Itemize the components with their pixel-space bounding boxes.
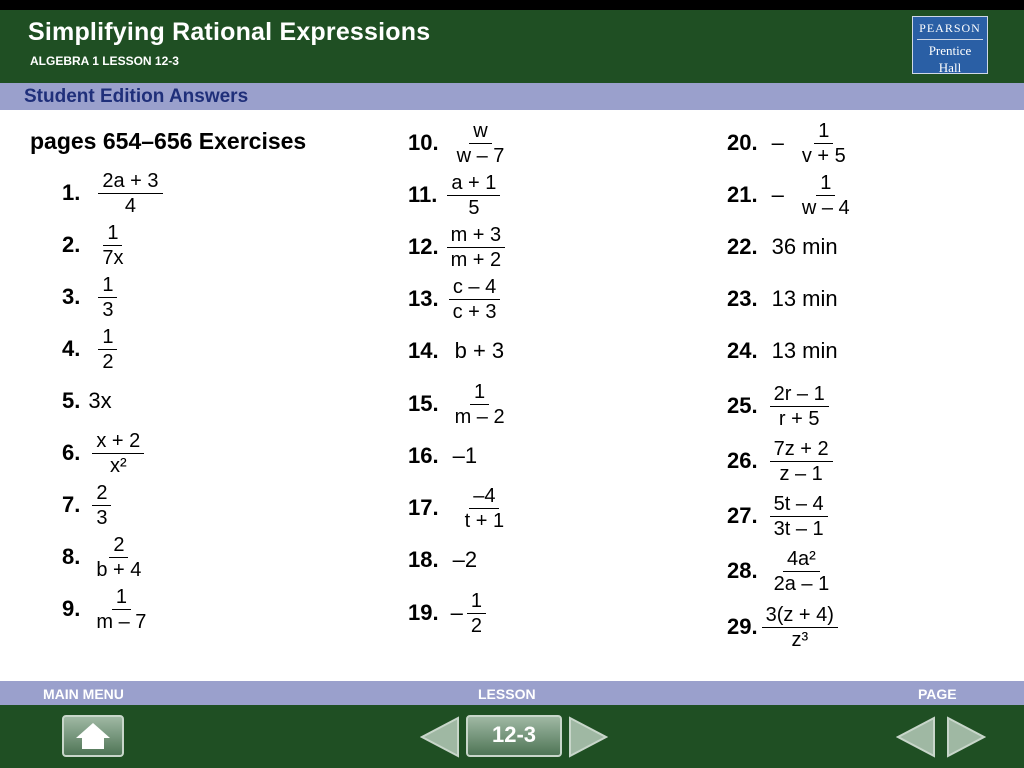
answer-number: 19.: [408, 600, 439, 625]
answer-1: [62, 169, 163, 217]
numerator: 1: [112, 585, 131, 610]
section-strip: [0, 83, 1024, 110]
exercises-heading: pages 654–656 Exercises: [30, 128, 307, 154]
denominator: w – 7: [456, 144, 505, 167]
answer-number: 21.: [727, 182, 758, 207]
answer-10: [408, 119, 508, 167]
answer-14: [408, 331, 504, 371]
answer-number: 2.: [62, 232, 81, 257]
numerator: 1: [816, 171, 835, 196]
numerator: 1: [98, 325, 117, 350]
denominator: 2a – 1: [773, 572, 830, 595]
answer-number: 7.: [62, 492, 81, 517]
left-arrow-icon: [898, 718, 934, 756]
right-arrow-icon: [570, 718, 606, 756]
numerator: 1: [467, 589, 486, 614]
answer-number: 23.: [727, 286, 758, 311]
denominator: 5: [468, 196, 480, 219]
answer-11: [408, 171, 500, 219]
answer-number: 17.: [408, 495, 439, 520]
answer-2: [62, 221, 127, 269]
numerator: 2r – 1: [770, 382, 829, 407]
denominator: m – 7: [96, 610, 147, 633]
fraction: [770, 382, 829, 431]
numerator: 4a²: [783, 547, 820, 572]
answer-number: 24.: [727, 338, 758, 363]
answer-number: 6.: [62, 440, 81, 465]
answer-8: [62, 533, 145, 581]
answer-29: [727, 603, 838, 651]
answer-value: –1: [452, 443, 478, 468]
fraction: [798, 171, 854, 220]
fraction: [447, 171, 500, 220]
left-arrow-icon: [422, 718, 458, 756]
logo-hall: Hall: [938, 60, 962, 75]
answer-25: [727, 382, 829, 430]
answer-value: 36 min: [771, 234, 838, 259]
minus-sign: –: [450, 600, 463, 625]
lesson-next-button[interactable]: [568, 716, 608, 758]
numerator: x + 2: [92, 429, 144, 454]
answer-number: 25.: [727, 393, 758, 418]
answer-value: 3x: [88, 388, 112, 413]
answer-value: 13 min: [771, 286, 838, 311]
answer-number: 1.: [62, 180, 81, 205]
denominator: 2: [470, 614, 482, 637]
answer-number: 26.: [727, 448, 758, 473]
page-next-button[interactable]: [946, 716, 986, 758]
fraction: [98, 325, 117, 374]
fraction: [92, 481, 111, 530]
answer-number: 5.: [62, 388, 81, 413]
page-title: Simplifying Rational Expressions: [28, 18, 431, 46]
main-menu-button[interactable]: [62, 715, 124, 757]
denominator: z³: [791, 628, 809, 651]
logo-prentice: Prentice: [928, 43, 972, 58]
logo-pearson: PEARSON: [917, 21, 983, 40]
numerator: 2a + 3: [98, 169, 162, 194]
denominator: r + 5: [778, 407, 820, 430]
fraction: [770, 547, 834, 596]
answer-number: 18.: [408, 547, 439, 572]
fraction: [447, 223, 506, 272]
denominator: 3t – 1: [773, 517, 824, 540]
denominator: b + 4: [96, 558, 142, 581]
numerator: c – 4: [449, 275, 500, 300]
answer-number: 3.: [62, 284, 81, 309]
numerator: 2: [92, 481, 111, 506]
fraction: [461, 484, 508, 533]
numerator: w: [469, 119, 491, 144]
answer-number: 22.: [727, 234, 758, 259]
answer-5: [62, 381, 112, 421]
fraction: [798, 119, 850, 168]
answer-number: 11.: [408, 182, 438, 207]
answer-22: [727, 227, 838, 267]
denominator: m – 2: [454, 405, 505, 428]
answer-value: b + 3: [454, 338, 505, 363]
answer-number: 4.: [62, 336, 81, 361]
answer-12: [408, 223, 505, 271]
denominator: 2: [102, 350, 114, 373]
fraction: [770, 437, 833, 486]
answer-number: 12.: [408, 234, 439, 259]
fraction: [92, 533, 145, 582]
answer-19: [408, 589, 486, 637]
header-bar: [0, 10, 1024, 83]
numerator: 1: [814, 119, 833, 144]
minus-sign: –: [771, 130, 784, 155]
numerator: 1: [470, 380, 489, 405]
denominator: 3: [96, 506, 108, 529]
numerator: 1: [98, 273, 117, 298]
denominator: w – 4: [801, 196, 850, 219]
answer-18: [408, 540, 477, 580]
denominator: 4: [124, 194, 136, 217]
numerator: m + 3: [447, 223, 506, 248]
page-prev-button[interactable]: [896, 716, 936, 758]
answer-number: 28.: [727, 558, 758, 583]
answer-24: [727, 331, 838, 371]
section-label: Student Edition Answers: [24, 86, 249, 107]
numerator: 2: [109, 533, 128, 558]
fraction: [453, 119, 509, 168]
answer-28: [727, 547, 833, 595]
denominator: x²: [109, 454, 127, 477]
denominator: v + 5: [801, 144, 846, 167]
fraction: [92, 429, 144, 478]
pearson-logo: [912, 16, 988, 74]
fraction: [449, 275, 501, 324]
answer-16: [408, 436, 477, 476]
numerator: 3(z + 4): [762, 603, 838, 628]
right-arrow-icon: [948, 718, 984, 756]
answer-26: [727, 437, 833, 485]
top-border: [0, 0, 1024, 10]
lesson-number-button[interactable]: 12-3: [466, 715, 562, 757]
answer-21: [727, 171, 854, 219]
answer-number: 15.: [408, 391, 439, 416]
answer-number: 13.: [408, 286, 439, 311]
numerator: 1: [103, 221, 122, 246]
answer-7: [62, 481, 111, 529]
answer-3: [62, 273, 117, 321]
denominator: z – 1: [779, 462, 823, 485]
answer-value: –2: [452, 547, 478, 572]
answer-6: [62, 429, 144, 477]
answer-number: 14.: [408, 338, 439, 363]
answer-number: 10.: [408, 130, 439, 155]
fraction: [451, 380, 509, 429]
numerator: –4: [469, 484, 499, 509]
lesson-subtitle: ALGEBRA 1 LESSON 12-3: [30, 54, 179, 68]
fraction: [467, 589, 486, 638]
answer-number: 8.: [62, 544, 81, 569]
fraction: [98, 273, 117, 322]
answer-15: [408, 380, 509, 428]
answer-number: 27.: [727, 503, 758, 528]
minus-sign: –: [771, 182, 784, 207]
answer-number: 16.: [408, 443, 439, 468]
denominator: 3: [102, 298, 114, 321]
answer-23: [727, 279, 838, 319]
denominator: m + 2: [450, 248, 502, 271]
fraction: [770, 492, 828, 541]
answer-27: [727, 492, 828, 540]
denominator: c + 3: [452, 300, 497, 323]
denominator: 7x: [102, 246, 124, 269]
home-icon: [64, 717, 122, 755]
page-label: PAGE: [918, 686, 957, 702]
lesson-prev-button[interactable]: [420, 716, 460, 758]
fraction: [92, 585, 150, 634]
numerator: 7z + 2: [770, 437, 833, 462]
answer-4: [62, 325, 117, 373]
answer-13: [408, 275, 501, 323]
fraction: [98, 221, 127, 270]
answer-number: 20.: [727, 130, 758, 155]
answer-9: [62, 585, 150, 633]
numerator: 5t – 4: [770, 492, 828, 517]
nav-label-bar: [0, 681, 1024, 705]
lesson-label: LESSON: [478, 686, 536, 702]
answer-17: [408, 484, 508, 532]
answer-number: 29.: [727, 614, 758, 639]
denominator: t + 1: [464, 509, 505, 532]
fraction: [98, 169, 162, 218]
answer-number: 9.: [62, 596, 81, 621]
answer-value: 13 min: [771, 338, 838, 363]
fraction: [762, 603, 838, 652]
main-menu-label: MAIN MENU: [43, 686, 124, 702]
numerator: a + 1: [447, 171, 500, 196]
answer-20: [727, 119, 850, 167]
